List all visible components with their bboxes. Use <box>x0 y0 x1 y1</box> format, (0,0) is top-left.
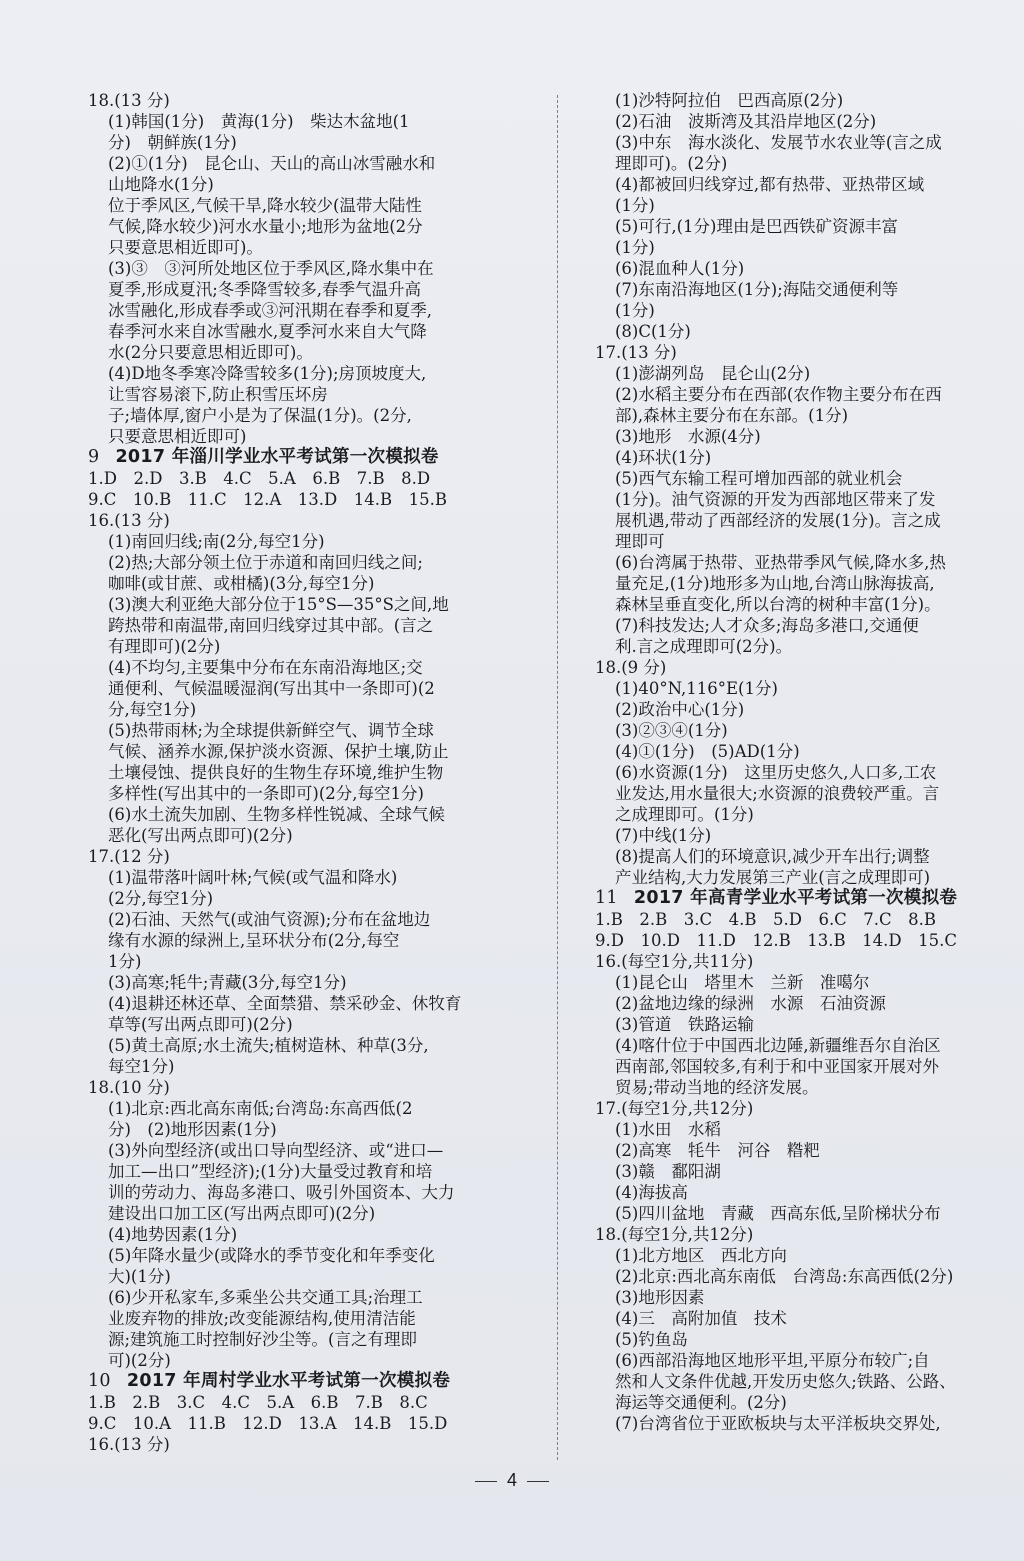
answer-line: (2分,每空1分) <box>108 889 214 908</box>
answer-line: (2)北京:西北高东南低 台湾岛:东高西低(2分) <box>615 1267 954 1286</box>
answer-line: 加工—出口”型经济);(1分)大量受过教育和培 <box>108 1162 433 1181</box>
answer-line: (8)C(1分) <box>615 322 691 341</box>
section-heading <box>595 888 1020 909</box>
answer-line: 部),森林主要分布在东部。(1分) <box>615 406 849 425</box>
answer-line: 夏季,形成夏汛;冬季降雪较多,春季气温升高 <box>108 280 422 299</box>
answer-line: (3)地形 水源(4分) <box>615 427 761 446</box>
answer-line: (4)喀什位于中国西北边陲,新疆维吾尔自治区 <box>615 1036 941 1055</box>
page-footer <box>0 1470 1024 1491</box>
answer-line: (3)中东 海水淡化、发展节水农业等(言之成 <box>615 133 942 152</box>
page-number: 4 <box>506 1470 517 1490</box>
section-number: 10 <box>88 1371 111 1391</box>
answer-line: 16.(13 分) <box>88 1435 170 1454</box>
answer-line: (3)赣 鄱阳湖 <box>615 1162 721 1181</box>
answer-line: 展机遇,带动了西部经济的发展(1分)。言之成 <box>615 511 941 530</box>
answer-line: 1.B 2.B 3.C 4.B 5.D 6.C 7.C 8.B <box>595 910 937 929</box>
answer-line: 1.B 2.B 3.C 4.C 5.A 6.B 7.B 8.C <box>88 1393 428 1412</box>
right-column <box>595 90 1020 1434</box>
answer-line: 山地降水(1分) <box>108 175 214 194</box>
answer-line: (4)三 高附加值 技术 <box>615 1309 787 1328</box>
answer-line: 恶化(写出两点即可)(2分) <box>108 826 293 845</box>
answer-line: 森林呈垂直变化,所以台湾的树种丰富(1分)。 <box>615 595 941 614</box>
answer-line: (5)钓鱼岛 <box>615 1330 688 1349</box>
answer-line: 贸易;带动当地的经济发展。 <box>615 1078 819 1097</box>
answer-line: 业废弃物的排放;改变能源结构,使用清洁能 <box>108 1309 416 1328</box>
answer-line: (8)提高人们的环境意识,减少开车出行;调整 <box>615 847 930 866</box>
section-number: 9 <box>88 447 100 467</box>
section-title: 2017 年周村学业水平考试第一次模拟卷 <box>126 1371 451 1391</box>
answer-line: (3)管道 铁路运输 <box>615 1015 754 1034</box>
answer-line: (2)政治中心(1分) <box>615 700 745 719</box>
column-divider <box>557 95 558 1460</box>
answer-line: 17.(13 分) <box>595 343 677 362</box>
answer-line: 理即可)。(2分) <box>615 154 728 173</box>
answer-line: 量充足,(1分)地形多为山地,台湾山脉海拔高, <box>615 574 935 593</box>
answer-line: 建设出口加工区(写出两点即可)(2分) <box>108 1204 376 1223</box>
answer-line: (6)西部沿海地区地形平坦,平原分布较广;自 <box>615 1351 930 1370</box>
answer-line: 通便利、气候温暖湿润(写出其中一条即可)(2 <box>108 679 435 698</box>
answer-line: (4)①(1分) (5)AD(1分) <box>615 742 800 761</box>
answer-line: 水(2分只要意思相近即可)。 <box>108 343 313 362</box>
answer-line: 可)(2分) <box>108 1351 171 1370</box>
answer-line: 17.(12 分) <box>88 847 170 866</box>
answer-line: (1)沙特阿拉伯 巴西高原(2分) <box>615 91 844 110</box>
answer-line: (5)可行,(1分)理由是巴西铁矿资源丰富 <box>615 217 898 236</box>
answer-line: 每空1分) <box>108 1057 175 1076</box>
answer-line: (1分) <box>615 301 655 320</box>
answer-line: (4)不均匀,主要集中分布在东南沿海地区;交 <box>108 658 423 677</box>
answer-line: (6)混血种人(1分) <box>615 259 745 278</box>
answer-line: (2)①(1分) 昆仑山、天山的高山冰雪融水和 <box>108 154 436 173</box>
answer-line: (4)地势因素(1分) <box>108 1225 238 1244</box>
answer-line: 只要意思相近即可)。 <box>108 238 263 257</box>
answer-line: 分,每空1分) <box>108 700 197 719</box>
answer-line: (3)地形因素 <box>615 1288 705 1307</box>
answer-line: 18.(每空1分,共12分) <box>595 1225 754 1244</box>
answer-line: 位于季风区,气候干旱,降水较少(温带大陆性 <box>108 196 422 215</box>
answer-line: (7)东南沿海地区(1分);海陆交通便利等 <box>615 280 899 299</box>
section-title: 2017 年高青学业水平考试第一次模拟卷 <box>633 888 958 908</box>
answer-line: (5)四川盆地 青藏 西高东低,呈阶梯状分布 <box>615 1204 941 1223</box>
answer-line: 缘有水源的绿洲上,呈环状分布(2分,每空 <box>108 931 400 950</box>
section-title: 2017 年淄川学业水平考试第一次模拟卷 <box>115 447 439 467</box>
answer-line: (3)澳大利亚绝大部分位于15°S—35°S之间,地 <box>108 595 449 614</box>
answer-line: 18.(9 分) <box>595 658 667 677</box>
answer-line: (6)少开私家车,多乘坐公共交通工具;治理工 <box>108 1288 423 1307</box>
answer-line: (6)台湾属于热带、亚热带季风气候,降水多,热 <box>615 553 946 572</box>
answer-line: (5)热带雨林;为全球提供新鲜空气、调节全球 <box>108 721 434 740</box>
answer-line: (3)高寒;牦牛;青藏(3分,每空1分) <box>108 973 347 992</box>
answer-line: 18.(10 分) <box>88 1078 170 1097</box>
answer-line: 1分) <box>108 952 142 971</box>
answer-line: 有理即可)(2分) <box>108 637 221 656</box>
answer-line: 9.D 10.D 11.D 12.B 13.B 14.D 15.C <box>595 931 957 950</box>
answer-line: 业发达,用水量很大;水资源的浪费较严重。言 <box>615 784 940 803</box>
answer-line: 跨热带和南温带,南回归线穿过其中部。(言之 <box>108 616 434 635</box>
left-column <box>88 90 538 1455</box>
answer-line: 17.(每空1分,共12分) <box>595 1099 754 1118</box>
footer-dash-left <box>475 1481 497 1482</box>
answer-line: 利.言之成理即可(2分)。 <box>615 637 793 656</box>
answer-line: (4)海拔高 <box>615 1183 688 1202</box>
answer-line: (7)科技发达;人才众多;海岛多港口,交通便 <box>615 616 919 635</box>
answer-line: 分) (2)地形因素(1分) <box>108 1120 277 1139</box>
answer-line: (1分)。油气资源的开发为西部地区带来了发 <box>615 490 936 509</box>
answer-line: 16.(13 分) <box>88 511 170 530</box>
answer-line: (1)温带落叶阔叶林;气候(或气温和降水) <box>108 868 398 887</box>
answer-line: (2)高寒 牦牛 河谷 糌粑 <box>615 1141 820 1160</box>
answer-line: (6)水土流失加剧、生物多样性锐减、全球气候 <box>108 805 445 824</box>
footer-dash-right <box>527 1481 549 1482</box>
answer-line: 源;建筑施工时控制好沙尘等。(言之有理即 <box>108 1330 417 1349</box>
section-heading <box>88 447 538 468</box>
answer-line: (3)外向型经济(或出口导向型经济、或“进口— <box>108 1141 444 1160</box>
answer-line: (4)都被回归线穿过,都有热带、亚热带区域 <box>615 175 925 194</box>
section-heading <box>88 1371 538 1392</box>
answer-line: (5)黄土高原;水土流失;植树造林、种草(3分, <box>108 1036 429 1055</box>
answer-line: 草等(写出两点即可)(2分) <box>108 1015 293 1034</box>
answer-line: 土壤侵蚀、提供良好的生物生存环境,维护生物 <box>108 763 444 782</box>
answer-line: 产业结构,大力发展第三产业(言之成理即可) <box>615 868 931 887</box>
answer-line: 分) 朝鲜族(1分) <box>108 133 237 152</box>
answer-line: 子;墙体厚,窗户小是为了保温(1分)。(2分, <box>108 406 412 425</box>
answer-line: (1)水田 水稻 <box>615 1120 721 1139</box>
answer-line: (2)盆地边缘的绿洲 水源 石油资源 <box>615 994 886 1013</box>
answer-line: (1)40°N,116°E(1分) <box>615 679 778 698</box>
answer-line: (1)澎湖列岛 昆仑山(2分) <box>615 364 811 383</box>
answer-line: 海运等交通便利。(2分) <box>615 1393 787 1412</box>
answer-line: (5)西气东输工程可增加西部的就业机会 <box>615 469 903 488</box>
answer-line: 18.(13 分) <box>88 91 170 110</box>
answer-line: (4)环状(1分) <box>615 448 712 467</box>
answer-line: (7)中线(1分) <box>615 826 712 845</box>
answer-line: 大)(1分) <box>108 1267 171 1286</box>
answer-line: (2)热;大部分领土位于赤道和南回归线之间; <box>108 553 423 572</box>
answer-line: (3)②③④(1分) <box>615 721 728 740</box>
answer-line: 只要意思相近即可) <box>108 427 247 446</box>
answer-line: 气候、涵养水源,保护淡水资源、保护土壤,防止 <box>108 742 449 761</box>
answer-line: 西南部,邻国较多,有利于和中亚国家开展对外 <box>615 1057 939 1076</box>
answer-line: 然和人文条件优越,开发历史悠久;铁路、公路、 <box>615 1372 956 1391</box>
answer-line: (3)③ ③河所处地区位于季风区,降水集中在 <box>108 259 434 278</box>
answer-line: 1.D 2.D 3.B 4.C 5.A 6.B 7.B 8.D <box>88 469 431 488</box>
answer-line: (1分) <box>615 196 655 215</box>
answer-line: (2)石油、天然气(或油气资源);分布在盆地边 <box>108 910 431 929</box>
section-number: 11 <box>595 888 618 908</box>
answer-line: 9.C 10.A 11.B 12.D 13.A 14.B 15.D <box>88 1414 448 1433</box>
answer-line: 咖啡(或甘蔗、或柑橘)(3分,每空1分) <box>108 574 375 593</box>
answer-line: (1分) <box>615 238 655 257</box>
answer-line: (4)D地冬季寒冷降雪较多(1分);房顶坡度大, <box>108 364 427 383</box>
answer-line: 之成理即可。(1分) <box>615 805 754 824</box>
answer-line: 冰雪融化,形成春季或③河汛期在春季和夏季, <box>108 301 432 320</box>
answer-line: (1)北京:西北高东南低;台湾岛:东高西低(2 <box>108 1099 413 1118</box>
answer-line: 理即可 <box>615 532 665 551</box>
answer-line: (4)退耕还林还草、全面禁猎、禁采砂金、休牧育 <box>108 994 462 1013</box>
answer-line: (1)北方地区 西北方向 <box>615 1246 787 1265</box>
answer-line: (1)韩国(1分) 黄海(1分) 柴达木盆地(1 <box>108 112 410 131</box>
answer-line: 9.C 10.B 11.C 12.A 13.D 14.B 15.B <box>88 490 447 509</box>
answer-line: 春季河水来自冰雪融水,夏季河水来自大气降 <box>108 322 427 341</box>
answer-line: (6)水资源(1分) 这里历史悠久,人口多,工农 <box>615 763 937 782</box>
answer-line: (1)昆仑山 塔里木 兰新 准噶尔 <box>615 973 870 992</box>
answer-line: (5)年降水量少(或降水的季节变化和年季变化 <box>108 1246 435 1265</box>
answer-line: (7)台湾省位于亚欧板块与太平洋板块交界处, <box>615 1414 941 1433</box>
answer-line: (2)石油 波斯湾及其沿岸地区(2分) <box>615 112 877 131</box>
answer-line: 训的劳动力、海岛多港口、吸引外国资本、大力 <box>108 1183 455 1202</box>
answer-line: 让雪容易滚下,防止积雪压坏房 <box>108 385 328 404</box>
answer-line: 16.(每空1分,共11分) <box>595 952 754 971</box>
answer-line: 多样性(写出其中的一条即可)(2分,每空1分) <box>108 784 424 803</box>
answer-line: (1)南回归线;南(2分,每空1分) <box>108 532 325 551</box>
answer-line: 气候,降水较少)河水水量小;地形为盆地(2分 <box>108 217 423 236</box>
answer-line: (2)水稻主要分布在西部(农作物主要分布在西 <box>615 385 942 404</box>
